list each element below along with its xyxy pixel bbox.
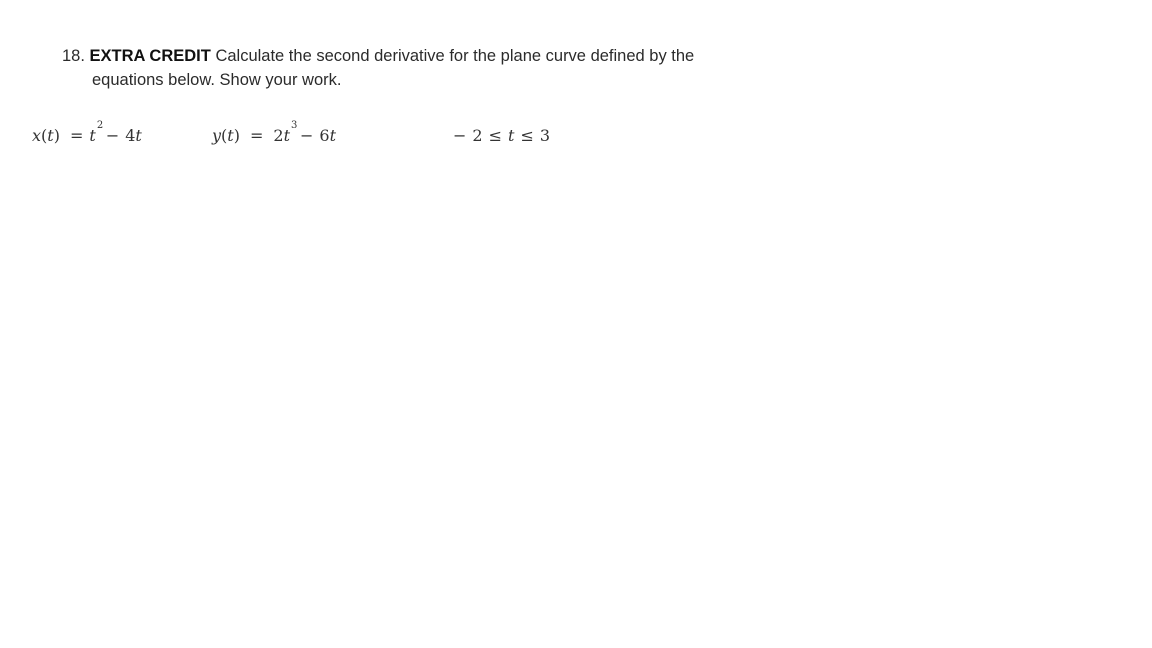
y-function-name: y <box>212 126 222 145</box>
question-number: 18. <box>62 47 85 65</box>
question-text-line-1: Calculate the second derivative for the plane curve defined by the <box>215 47 695 65</box>
question-text-line-2: equations below. Show your work. <box>92 71 342 89</box>
y-open-paren: ( <box>221 126 228 145</box>
x-open-paren: ( <box>41 126 48 145</box>
question-line-1 <box>62 44 822 68</box>
y-coefficient-1: 2 <box>273 126 284 145</box>
extra-credit-label: EXTRA CREDIT <box>89 47 211 65</box>
y-arg-t: t <box>227 126 234 145</box>
x-close-paren: ) <box>53 126 60 145</box>
question-text <box>62 44 822 92</box>
y-equals: = <box>249 126 264 145</box>
y-term-t2: t <box>329 126 337 145</box>
x-term-t2: t <box>135 126 142 145</box>
x-term-t: t <box>89 126 96 145</box>
x-function-name: x <box>32 126 42 145</box>
x-coefficient: 4 <box>125 126 136 145</box>
y-minus: − <box>300 126 314 145</box>
x-equals: = <box>69 126 84 145</box>
y-term-t: t <box>283 126 291 145</box>
x-minus: − <box>105 126 120 145</box>
parameter-range <box>453 124 550 148</box>
range-low: 2 <box>472 126 483 145</box>
range-high: 3 <box>539 126 551 145</box>
x-arg-t: t <box>47 126 54 145</box>
range-minus: − <box>453 126 467 145</box>
question-line-2 <box>62 68 822 92</box>
equation-y: y(t) = 2t3− 6t <box>212 120 337 145</box>
range-le-1: ≤ <box>488 126 502 145</box>
y-coefficient-2: 6 <box>319 126 330 145</box>
equation-x: x(t) = t2− 4t <box>32 120 142 145</box>
y-close-paren: ) <box>233 126 240 145</box>
range-t: t <box>508 126 515 145</box>
range-le-2: ≤ <box>520 126 534 145</box>
